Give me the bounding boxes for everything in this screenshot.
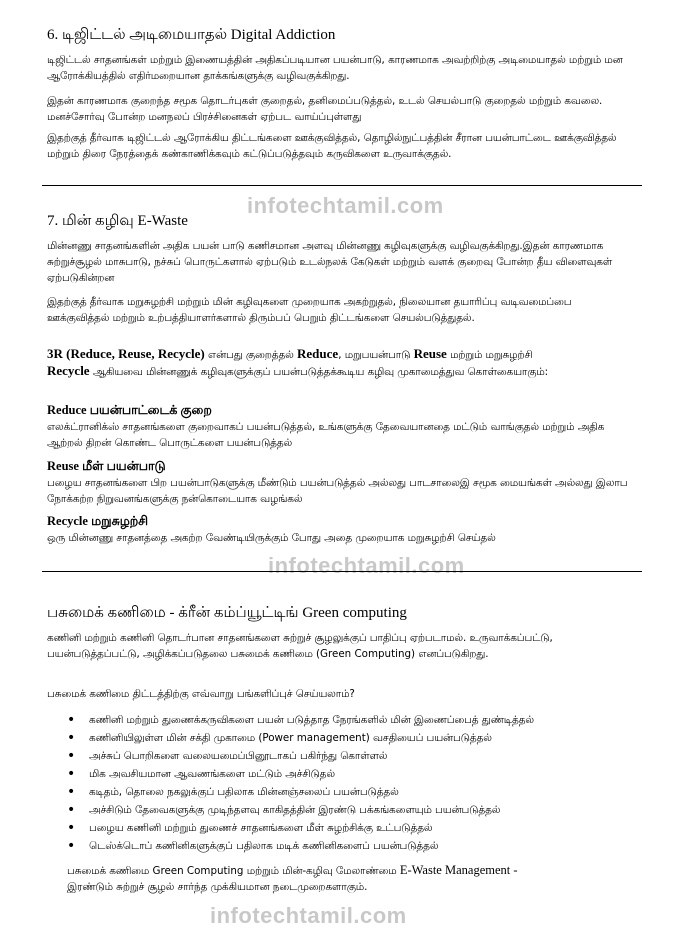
watermark: infotechtamil.com	[268, 553, 465, 578]
three-r-lead: 3R (Reduce, Reuse, Recycle)	[47, 346, 205, 361]
three-r-paragraph	[47, 346, 632, 380]
watermark: infotechtamil.com	[210, 903, 407, 928]
divider	[42, 571, 642, 572]
green-computing-question: பசுமைக் கணிமை திட்டத்திற்கு எவ்வாறு பங்களிப்புச் செய்யலாம்?	[47, 688, 355, 700]
green-computing-closing	[67, 862, 627, 895]
reduce-heading: Reduce பயன்பாட்டைக் குறை	[47, 403, 212, 417]
list-item: • அச்சுப் பொறிகளை வலையமைப்பினூடாகப் பகிர்ந்து கொள்ளல்	[67, 748, 647, 766]
watermark: infotechtamil.com	[247, 193, 444, 218]
three-r-text: என்பது குறைத்தல்	[204, 349, 298, 361]
three-r-text: ஆகியவை மின்னணுக் கழிவுகளுக்குப் பயன்படுத்தக்கூடிய கழிவு முகாமைத்துவ கொள்கையாகும்:	[89, 366, 549, 378]
section-7-heading: 7. மின் கழிவு E-Waste	[47, 213, 188, 229]
green-computing-paragraph: கணினி மற்றும் கணினி தொடர்பான சாதனங்களை சுற்றுச் சூழலுக்குப் பாதிப்பு ஏற்படாமல். உருவாக்கப்பட்டு, பயன்படுத்தப்பட்டு, அழிக்கப்படுதலை பசுமைக் கணிமை (Green Computing) எனப்படுகிறது.	[47, 632, 553, 660]
recycle-text: ஒரு மின்னணு சாதனத்தை அகற்ற வேண்டியிருக்கும் போது அதை முறையாக மறுசுழற்சி செய்தல்	[47, 532, 496, 544]
section-6-paragraph-3: இதற்குத் தீர்வாக டிஜிட்டல் ஆரோக்கிய திட்டங்களை ஊக்குவித்தல், தொழில்நுட்பத்தின் சீரான பயன்பாட்டை ஊக்குவித்தல் மற்றும் திரை நேரத்தைக் கண்காணிக்கவும் கட்டுப்படுத்தவும் கருவிகளை உருவாக்குதல்.	[47, 132, 617, 160]
recycle-heading: Recycle மறுசுழற்சி	[47, 514, 149, 528]
green-computing-list	[67, 712, 647, 856]
three-r-reduce: Reduce	[297, 346, 339, 361]
section-7-paragraph-1: மின்னணு சாதனங்களின் அதிக பயன் பாடு கணிசமான அளவு மின்னணு கழிவுகளுக்கு வழிவகுக்கிறது.இதன் காரணமாக சுற்றுச்சூழல் மாசுபாடு, நச்சுப் பொருட்களால் ஏற்படும் உடல்நலக் கேடுகள் மற்றும் வளக் குறைவு போன்ற தீய விளைவுகள் ஏற்படுகின்றன	[47, 240, 613, 284]
closing-text: பசுமைக் கணிமை Green Computing மற்றும் மின்-கழிவு மேலாண்மை	[67, 865, 400, 877]
list-item: • மிக அவசியமான ஆவணங்களை மட்டும் அச்சிடுதல்	[67, 766, 647, 784]
three-r-reuse: Reuse	[413, 346, 447, 361]
three-r-text: மற்றும் மறுசுழற்சி	[446, 349, 533, 361]
section-6-paragraph-1: டிஜிட்டல் சாதனங்கள் மற்றும் இணையத்தின் அதிகப்படியான பயன்பாடு, காரணமாக அவற்றிற்கு அடிமையாதல் மற்றும் மன ஆரோக்கியத்தில் எதிர்மறையான தாக்கங்களுக்கு வழிவகுக்கிறது.	[47, 54, 623, 82]
reuse-text: பழைய சாதனங்களை பிற பயன்பாடுகளுக்கு மீண்டும் பயன்படுத்தல் அல்லது பாடசாலைஇ சமூக மையங்கள் அல்லது இலாப நோக்கற்ற நிறுவனங்களுக்கு நன்கொடையாக வழங்கல்	[47, 477, 628, 505]
reduce-text: எலக்ட்ரானிக்ஸ் சாதனங்களை குறைவாகப் பயன்படுத்தல், உங்களுக்கு தேவையானதை மட்டும் வாங்குதல் மற்றும் அதிக ஆற்றல் திறன் கொண்ட பொருட்களை பயன்படுத்தல்	[47, 421, 605, 449]
list-item: • பழைய கணினி மற்றும் துணைச் சாதனங்களை மீள் சுழற்சிக்கு உட்படுத்தல்	[67, 820, 647, 838]
three-r-text: , மறுபயன்பாடு	[338, 349, 414, 361]
list-item: • டெஸ்க்டொப் கணினிகளுக்குப் பதிலாக மடிக் கணினிகளைப் பயன்படுத்தல்	[67, 838, 647, 856]
section-7-paragraph-2: இதற்குத் தீர்வாக மறுசுழற்சி மற்றும் மின் கழிவுகளை முறையாக அகற்றுதல், நிலையான தயாரிப்பு வடிவமைப்பை ஊக்குவித்தல் மற்றும் உற்பத்தியாளர்களால் திரும்பப் பெறும் திட்டங்களை செயல்படுத்துதல்.	[47, 296, 572, 324]
section-6-paragraph-2: இதன் காரணமாக குறைந்த சமூக தொடர்புகள் குறைதல், தனிமைப்படுத்தல், உடல் செயல்பாடு குறைதல் மற்றும் கவலை. மனச்சோர்வு போன்ற மனநலப் பிரச்சினைகள் ஏற்பட வாய்ப்புள்ளது	[47, 95, 603, 123]
green-computing-heading: பசுமைக் கணிமை - க்ரீன் கம்ப்யூட்டிங் Green computing	[47, 605, 407, 621]
section-6-heading: 6. டிஜிட்டல் அடிமையாதல் Digital Addiction	[47, 27, 336, 43]
closing-text: இரண்டும் சுற்றுச் சூழல் சார்ந்த முக்கியமான நடைமுறைகளாகும்.	[67, 881, 368, 893]
list-item: • கடிதம், தொலை நகலுக்குப் பதிலாக மின்னஞ்சலைப் பயன்படுத்தல்	[67, 784, 647, 802]
closing-ewaste-management: E-Waste Management -	[399, 863, 518, 877]
three-r-recycle: Recycle	[47, 363, 90, 378]
list-item: • கணினியிலுள்ள மின் சக்தி முகாமை (Power management) வசதியைப் பயன்படுத்தல்	[67, 730, 647, 748]
reuse-heading: Reuse மீள் பயன்பாடு	[47, 459, 166, 473]
list-item: • கணினி மற்றும் துணைக்கருவிகளை பயன் படுத்தாத நேரங்களில் மின் இணைப்பைத் துண்டித்தல்	[67, 712, 647, 730]
divider	[42, 185, 642, 186]
list-item: • அச்சிடும் தேவைகளுக்கு முடிந்தளவு காகிதத்தின் இரண்டு பக்கங்களையும் பயன்படுத்தல்	[67, 802, 647, 820]
